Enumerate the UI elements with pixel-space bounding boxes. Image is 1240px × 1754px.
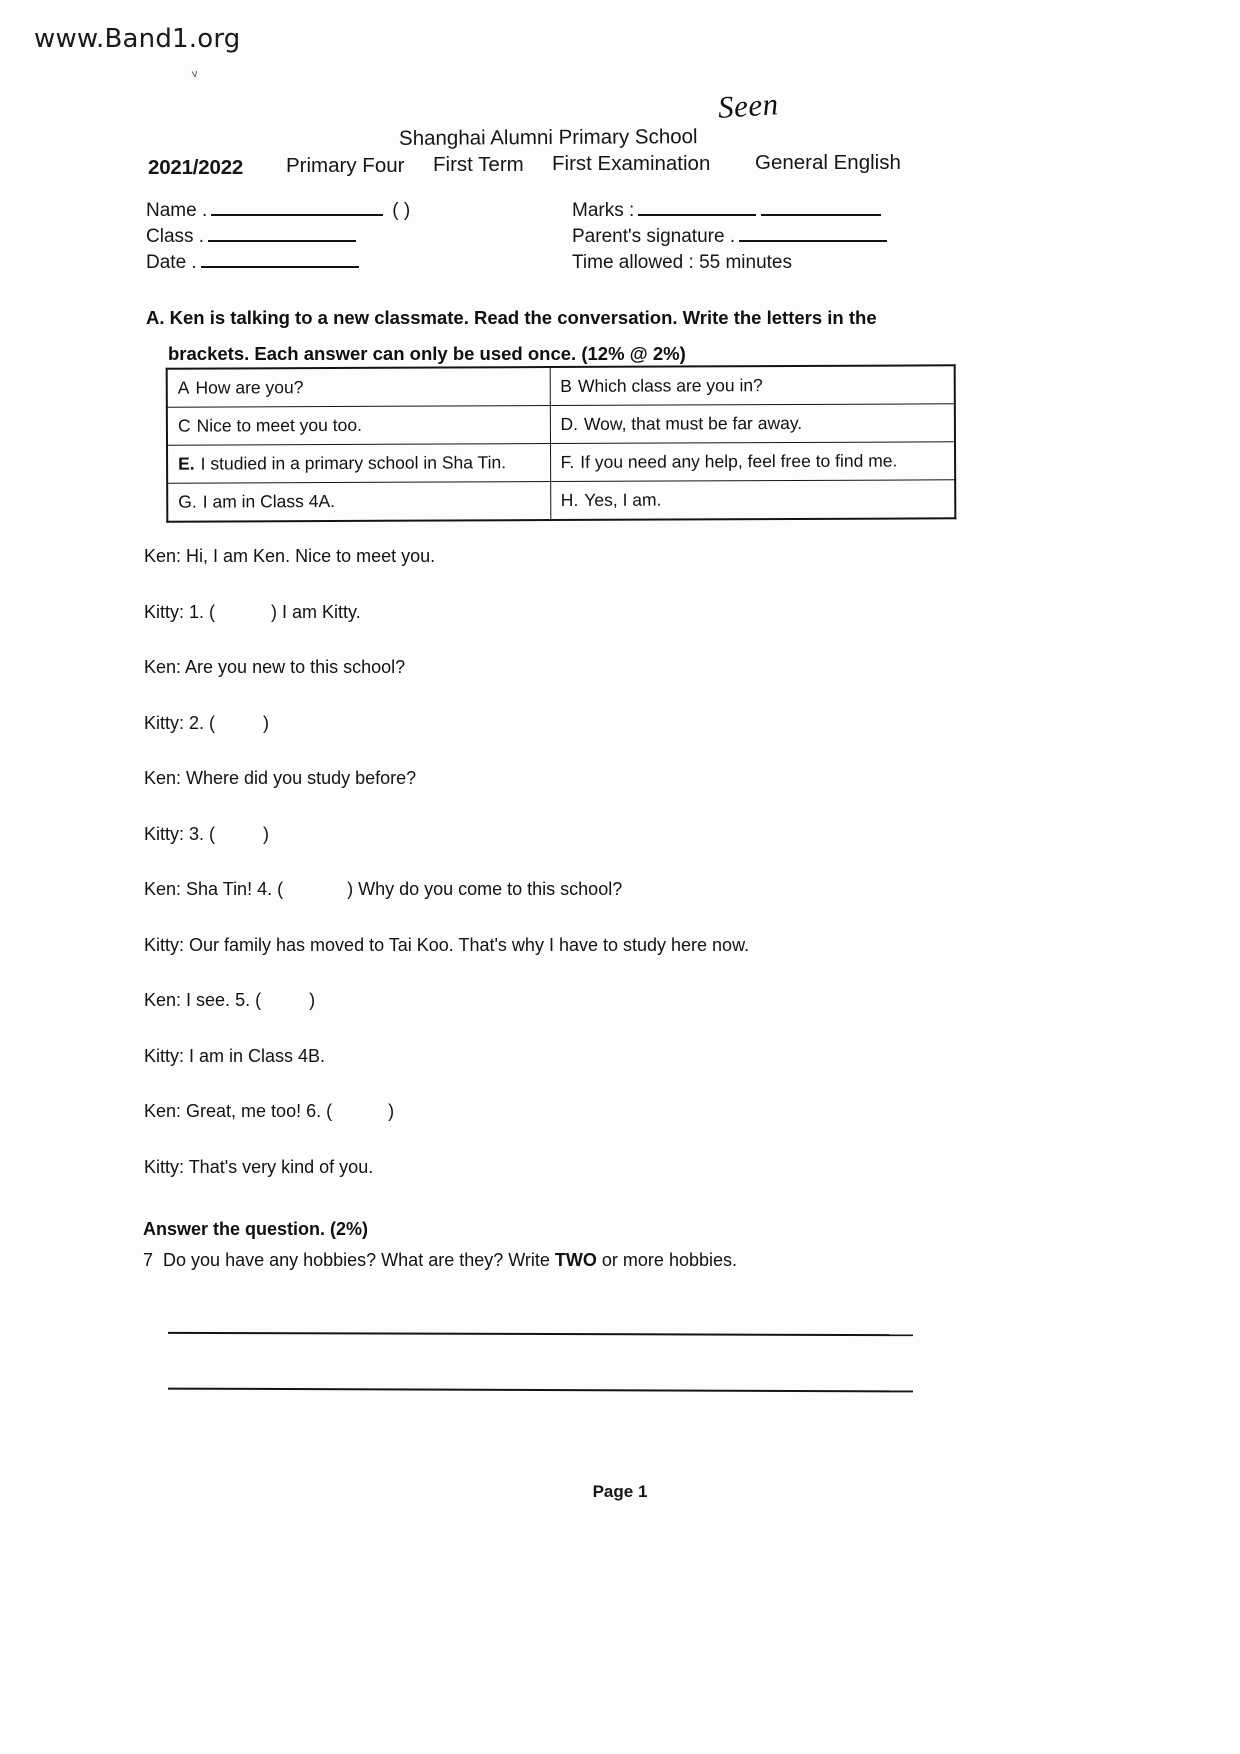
- dialogue-line-3: [144, 656, 1044, 678]
- option-cell-b[interactable]: [550, 365, 955, 405]
- speaker-name: Kitty:: [144, 823, 185, 844]
- parent-signature-label: Parent's signature .: [572, 226, 736, 247]
- table-row: [167, 442, 955, 483]
- dialogue-line-7: [144, 878, 1044, 900]
- name-label: Name .: [146, 200, 208, 221]
- speaker-name: Ken:: [144, 990, 182, 1010]
- option-letter-a: A: [177, 377, 190, 398]
- conversation-block: [144, 545, 1044, 1211]
- class-input-rule[interactable]: [208, 240, 356, 242]
- option-text-e: I studied in a primary school in Sha Tin.: [200, 451, 507, 474]
- class-field-row: [146, 226, 410, 252]
- answer-options-table: [166, 364, 957, 522]
- dialogue-text: Are you new to this school?: [181, 657, 406, 677]
- page-footer: Page 1: [592, 1482, 648, 1501]
- exam-label: First Examination: [552, 152, 711, 175]
- option-letter-g: G.: [178, 491, 197, 512]
- term-label: First Term: [433, 153, 524, 176]
- signature-field-row: [572, 226, 890, 252]
- table-row: [167, 480, 955, 522]
- option-text-d: Wow, that must be far away.: [583, 412, 803, 434]
- table-row: [167, 404, 955, 445]
- marks-input-rule-1[interactable]: [638, 214, 756, 216]
- school-name: Shanghai Alumni Primary School: [398, 125, 698, 150]
- time-allowed-label: Time allowed : 55 minutes: [572, 252, 793, 273]
- option-cell-g[interactable]: [167, 482, 550, 522]
- dialogue-line-10: [144, 1045, 1044, 1067]
- marks-label: Marks :: [572, 200, 635, 221]
- speaker-name: Ken:: [144, 1101, 182, 1121]
- speaker-name: Ken:: [144, 657, 182, 677]
- dialogue-line-2: [144, 601, 1044, 623]
- dialogue-line-5: [144, 767, 1044, 789]
- option-cell-h[interactable]: [550, 480, 955, 520]
- class-label: Class .: [146, 226, 205, 247]
- question-text-emphasis: TWO: [554, 1250, 597, 1270]
- option-cell-e[interactable]: [167, 444, 550, 484]
- dialogue-text: I see.: [181, 990, 236, 1010]
- dialogue-line-12: [144, 1156, 1044, 1178]
- dialogue-line-11: [144, 1100, 1044, 1122]
- parent-signature-rule[interactable]: [739, 240, 887, 242]
- blank-number: 2. (: [189, 712, 216, 733]
- option-text-a: How are you?: [195, 376, 304, 398]
- option-letter-f: F.: [560, 451, 575, 472]
- dialogue-text-after: ): [263, 823, 270, 844]
- option-cell-d[interactable]: [550, 404, 955, 444]
- option-text-g: I am in Class 4A.: [202, 490, 336, 512]
- dialogue-text: That's very kind of you.: [184, 1156, 374, 1177]
- dialogue-line-9: [144, 989, 1044, 1011]
- seen-stamp: Seen: [716, 86, 780, 125]
- marks-field-row: [572, 200, 890, 226]
- marks-input-rule-2[interactable]: [761, 214, 881, 216]
- instruction-line-1: A. Ken is talking to a new classmate. Read the conversation. Write the letters in the: [146, 307, 877, 328]
- question-number: 7: [143, 1250, 154, 1270]
- dialogue-line-6: [144, 823, 1044, 845]
- speaker-name: Ken:: [144, 546, 182, 566]
- speaker-name: Kitty:: [144, 1156, 185, 1177]
- exam-header-row: [148, 152, 938, 180]
- dialogue-text: Our family has moved to Tai Koo. That's why I have to study here now.: [184, 934, 750, 955]
- option-text-h: Yes, I am.: [584, 489, 662, 510]
- speaker-name: Kitty:: [144, 712, 185, 733]
- option-cell-a[interactable]: [167, 367, 550, 407]
- blank-number: 3. (: [189, 823, 216, 844]
- marks-fields: [572, 200, 890, 278]
- grade-level: Primary Four: [286, 154, 405, 177]
- section-a-instruction: [146, 300, 966, 372]
- dialogue-text-after: ) Why do you come to this school?: [347, 879, 623, 899]
- dialogue-text-after: ): [388, 1101, 395, 1121]
- name-input-rule[interactable]: [211, 214, 383, 216]
- date-label: Date .: [146, 252, 197, 273]
- subject-label: General English: [755, 151, 901, 174]
- option-letter-e: E.: [178, 453, 195, 474]
- answer-write-line-2[interactable]: [168, 1388, 913, 1393]
- option-text-f: If you need any help, feel free to find me.: [580, 450, 898, 472]
- name-class-number-paren[interactable]: ( ): [392, 200, 411, 221]
- date-input-rule[interactable]: [201, 266, 359, 268]
- academic-year: 2021/2022: [148, 156, 244, 179]
- dialogue-text: Hi, I am Ken. Nice to meet you.: [181, 546, 436, 566]
- blank-number: 6. (: [306, 1101, 333, 1121]
- speaker-name: Kitty:: [144, 601, 185, 622]
- speaker-name: Ken:: [144, 879, 182, 899]
- answer-section-heading: Answer the question. (2%): [143, 1219, 369, 1239]
- option-letter-b: B: [560, 375, 573, 396]
- dialogue-text: Sha Tin!: [181, 879, 258, 899]
- blank-number: 5. (: [235, 990, 262, 1010]
- blank-number: 1. (: [189, 601, 216, 622]
- scan-speck: v: [191, 67, 199, 81]
- option-cell-c[interactable]: [167, 406, 550, 446]
- dialogue-text-after: ): [263, 712, 270, 733]
- question-7: [143, 1250, 737, 1271]
- site-watermark: www.Band1.org: [34, 24, 241, 54]
- table-row: [167, 365, 955, 407]
- date-field-row: [146, 252, 410, 278]
- question-text-part2: or more hobbies.: [596, 1250, 737, 1270]
- dialogue-line-8: [144, 934, 1044, 956]
- dialogue-text: Great, me too!: [181, 1101, 307, 1121]
- option-letter-h: H.: [560, 489, 579, 510]
- option-letter-d: D.: [560, 413, 578, 434]
- speaker-name: Kitty:: [144, 934, 185, 955]
- speaker-name: Kitty:: [144, 1045, 185, 1066]
- dialogue-text: Where did you study before?: [181, 768, 417, 788]
- time-allowed-row: [572, 252, 890, 278]
- speaker-name: Ken:: [144, 768, 182, 788]
- option-text-c: Nice to meet you too.: [196, 414, 362, 436]
- option-letter-c: C: [177, 415, 191, 436]
- answer-write-line-1[interactable]: [168, 1332, 913, 1336]
- instruction-line-2: brackets. Each answer can only be used once. (12% @ 2%): [168, 343, 686, 364]
- dialogue-line-4: [144, 712, 1044, 734]
- blank-number: 4. (: [257, 879, 284, 899]
- student-fields: [146, 200, 410, 278]
- option-cell-f[interactable]: [550, 442, 955, 482]
- dialogue-text-after: ): [309, 990, 316, 1010]
- question-text-part1: Do you have any hobbies? What are they? Write: [163, 1250, 555, 1270]
- name-field-row: [146, 200, 410, 226]
- dialogue-text: I am in Class 4B.: [184, 1045, 326, 1066]
- option-text-b: Which class are you in?: [577, 374, 763, 396]
- dialogue-line-1: [144, 545, 1044, 567]
- dialogue-text-after: ) I am Kitty.: [271, 601, 361, 622]
